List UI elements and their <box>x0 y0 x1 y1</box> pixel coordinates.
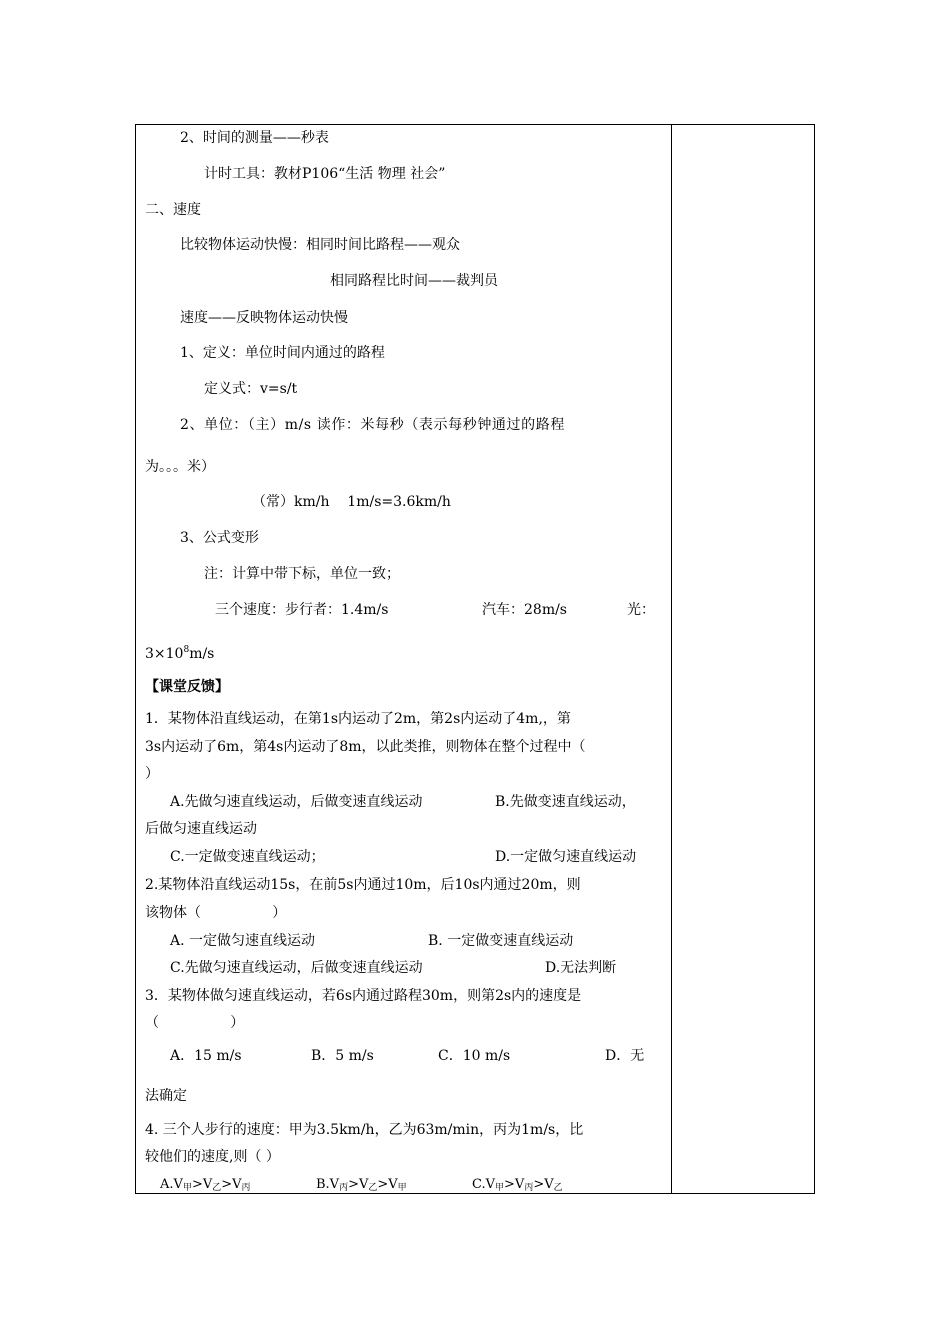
option-text: B. 一定做变速直线运动 <box>428 933 574 949</box>
text-line <box>145 641 214 663</box>
subscript: 甲 <box>182 1183 192 1193</box>
option-text: 法确定 <box>145 1088 187 1104</box>
option-text: C．10 m/s <box>438 1048 511 1064</box>
subscript: 丙 <box>241 1183 251 1193</box>
question-text: 较他们的速度,则（ ） <box>145 1149 280 1165</box>
option-text: D．无 <box>605 1048 645 1064</box>
option-text: A．15 m/s <box>170 1048 242 1064</box>
text-line: 定义式：v=s/t <box>204 381 298 397</box>
text-segment: 2、单位：（主）m/s 读作：米每秒（表示每秒钟通过 <box>180 417 522 433</box>
superscript: 8 <box>183 645 190 655</box>
text-line <box>180 416 565 434</box>
text-line: 三个速度：步行者：1.4m/s <box>215 602 389 618</box>
text-segment: m/s <box>189 646 215 662</box>
subscript: 丙 <box>524 1183 534 1193</box>
subscript: 甲 <box>397 1183 407 1193</box>
subscript: 乙 <box>368 1183 378 1193</box>
text-line: 为。。。米） <box>145 459 215 475</box>
text-segment: B.V <box>316 1177 340 1192</box>
text-line: 汽车：28m/s <box>482 602 567 618</box>
subscript: 丙 <box>339 1183 349 1193</box>
text-segment: A.V <box>160 1177 183 1192</box>
question-text: 该物体（ ） <box>145 905 287 921</box>
question-text: 1．某物体沿直线运动，在第1s内运动了2m，第2s内运动了4m,，第 <box>145 711 571 727</box>
text-line: （常）km/h 1m/s=3.6km/h <box>252 494 451 510</box>
text-line: 光： <box>627 602 655 618</box>
question-text: ） <box>145 766 159 782</box>
text-line: 1、定义：单位时间内通过的路程 <box>180 345 385 361</box>
option-text: D.无法判断 <box>545 960 617 976</box>
text-line: 3、公式变形 <box>180 530 259 546</box>
text-segment: 的路程 <box>521 417 565 433</box>
text-segment: >V <box>377 1177 398 1192</box>
option-text: D.一定做匀速直线运动 <box>495 849 637 865</box>
text-segment: >V <box>348 1177 369 1192</box>
text-segment: >V <box>504 1177 525 1192</box>
text-segment: >V <box>533 1177 554 1192</box>
option-text <box>472 1176 563 1197</box>
text-line: 比较物体运动快慢：相同时间比路程——观众 <box>180 237 460 253</box>
table-column-divider <box>671 124 672 1194</box>
subscript: 甲 <box>495 1183 505 1193</box>
text-segment: 3×10 <box>145 646 184 662</box>
text-line: 注：计算中带下标，单位一致； <box>204 566 400 582</box>
option-text: B．5 m/s <box>311 1048 374 1064</box>
section-heading: 二、速度 <box>145 202 201 218</box>
option-text: A. 一定做匀速直线运动 <box>170 933 316 949</box>
text-line: 2、时间的测量——秒表 <box>180 130 329 146</box>
option-text: C.一定做变速直线运动； <box>170 849 325 865</box>
feedback-heading: 【课堂反馈】 <box>145 679 229 695</box>
text-segment: >V <box>191 1177 213 1192</box>
option-text: B.先做变速直线运动， <box>495 794 636 810</box>
question-text: （ ） <box>145 1015 245 1031</box>
subscript: 乙 <box>553 1183 563 1193</box>
option-text <box>316 1176 407 1197</box>
text-segment: C.V <box>472 1177 496 1192</box>
question-text: 2.某物体沿直线运动15s，在前5s内通过10m，后10s内通过20m，则 <box>145 877 581 893</box>
text-segment: >V <box>221 1177 242 1192</box>
text-line: 速度——反映物体运动快慢 <box>180 310 348 326</box>
option-text: C.先做匀速直线运动，后做变速直线运动 <box>170 960 423 976</box>
option-text: 后做匀速直线运动 <box>145 821 257 837</box>
text-line: 相同路程比时间——裁判员 <box>330 273 498 289</box>
question-text: 4. 三个人步行的速度：甲为3.5km/h，乙为63m/min，丙为1m/s，比 <box>145 1122 584 1138</box>
question-text: 3．某物体做匀速直线运动，若6s内通过路程30m，则第2s内的速度是 <box>145 988 582 1004</box>
subscript: 乙 <box>212 1183 222 1193</box>
question-text: 3s内运动了6m，第4s内运动了8m，以此类推，则物体在整个过程中（ <box>145 739 586 755</box>
option-text: A.先做匀速直线运动，后做变速直线运动 <box>170 794 423 810</box>
option-text <box>160 1176 251 1197</box>
text-line: 计时工具：教材P106“生活 物理 社会” <box>204 166 446 182</box>
